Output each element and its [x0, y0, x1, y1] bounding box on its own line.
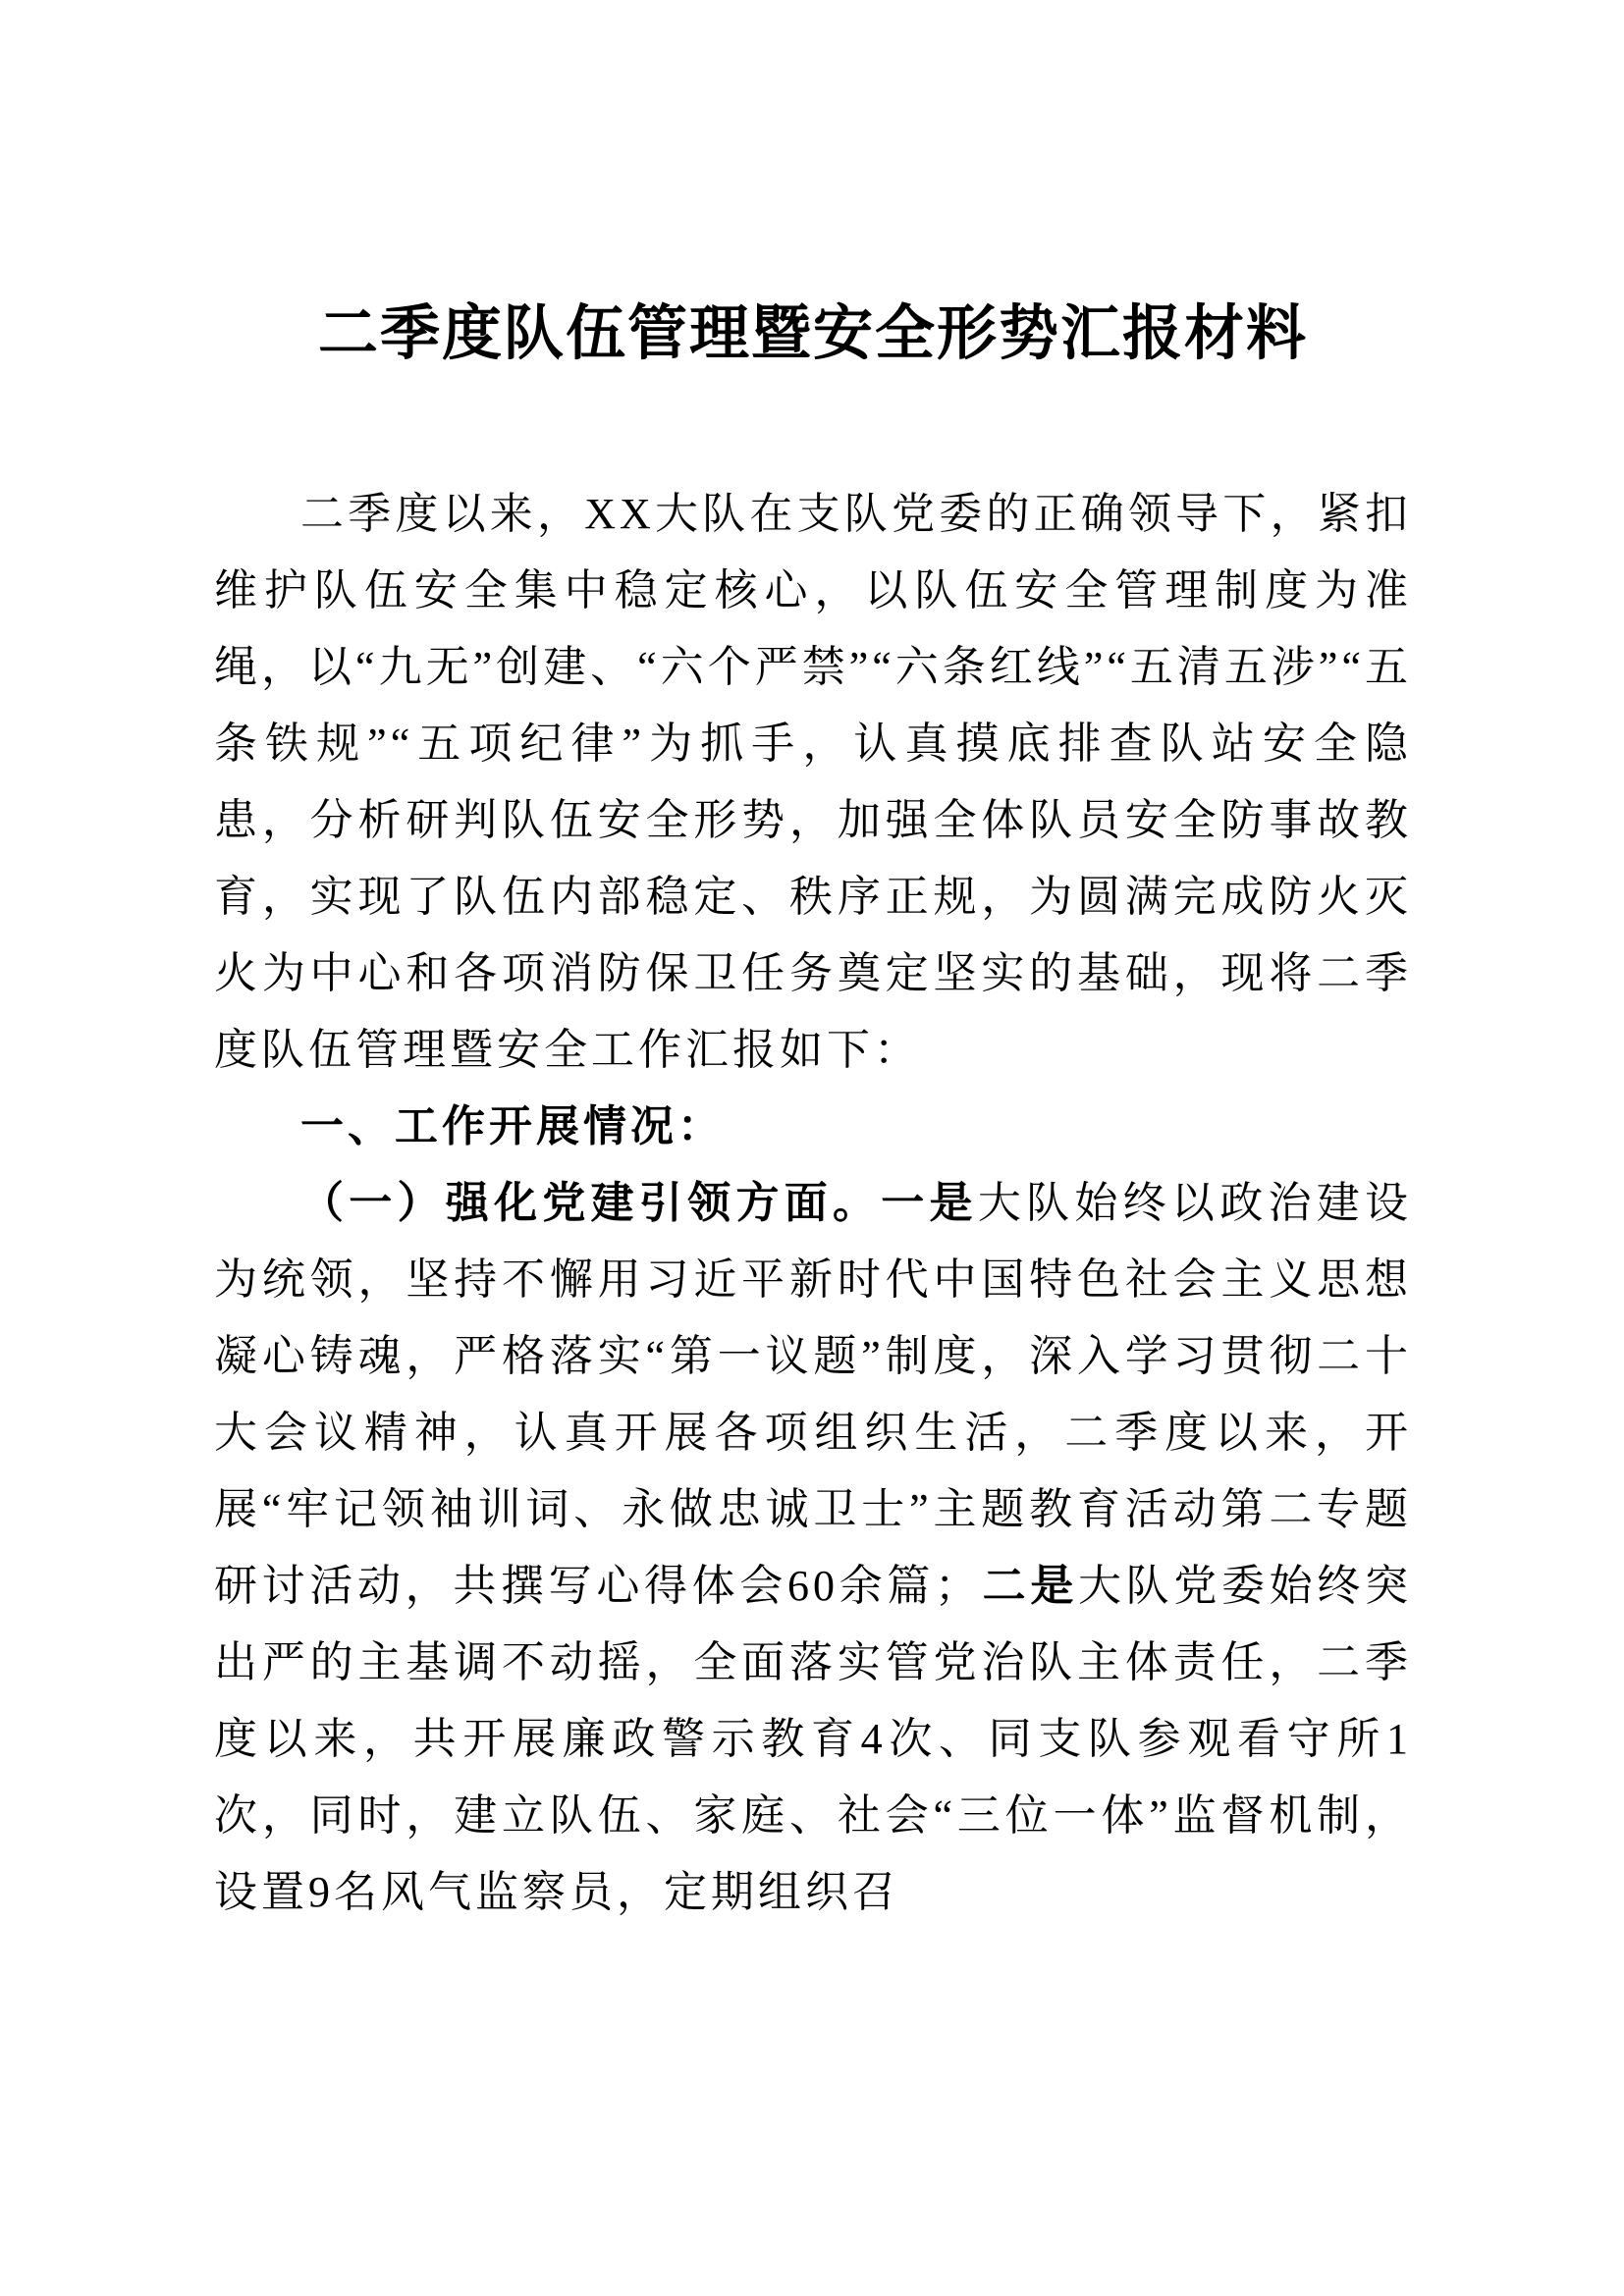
document-title: 二季度队伍管理暨安全形势汇报材料: [317, 298, 1308, 368]
subsection1-point2-label: 二是: [982, 1561, 1078, 1611]
intro-paragraph: 二季度以来，XX大队在支队党委的正确领导下，紧扣维护队伍安全集中稳定核心，以队伍安全管理制度为准绳，以“九无”创建、“六个严禁”“六条红线”“五清五涉”“五条铁规”“五项纪律”为抓手，认真摸底排查队站安全隐患，分析研判队伍安全形势，加强全体队员安全防事故教育，实现了队伍内部稳定、秩序正规，为圆满完成防火灭火为中心和各项消防保卫任务奠定坚实的基础，现将二季度队伍管理暨安全工作汇报如下：: [214, 490, 1412, 1074]
subsection1-point2-text: 大队党委始终突出严的主基调不动摇，全面落实管党治队主体责任，二季度以来，共开展廉政警示教育4次、同支队参观看守所1次，同时，建立队伍、家庭、社会“三位一体”监督机制，设置9名风气监察员，定期组织召: [214, 1562, 1412, 1916]
section1-heading: 一、工作开展情况：: [300, 1101, 725, 1151]
section1-subsection1-paragraph: [214, 1165, 1412, 1931]
subsection1-lead: （一）强化党建引领方面。: [300, 1178, 882, 1228]
subsection1-point1-text: 大队始终以政治建设为统领，坚持不懈用习近平新时代中国特色社会主义思想凝心铸魂，严格落实“第一议题”制度，深入学习贯彻二十大会议精神，认真开展各项组织生活，二季度以来，开展“牢记领袖训词、永做忠诚卫士”主题教育活动第二专题研讨活动，共撰写心得体会60余篇；: [214, 1179, 1413, 1610]
subsection1-point1-label: 一是: [881, 1178, 978, 1228]
